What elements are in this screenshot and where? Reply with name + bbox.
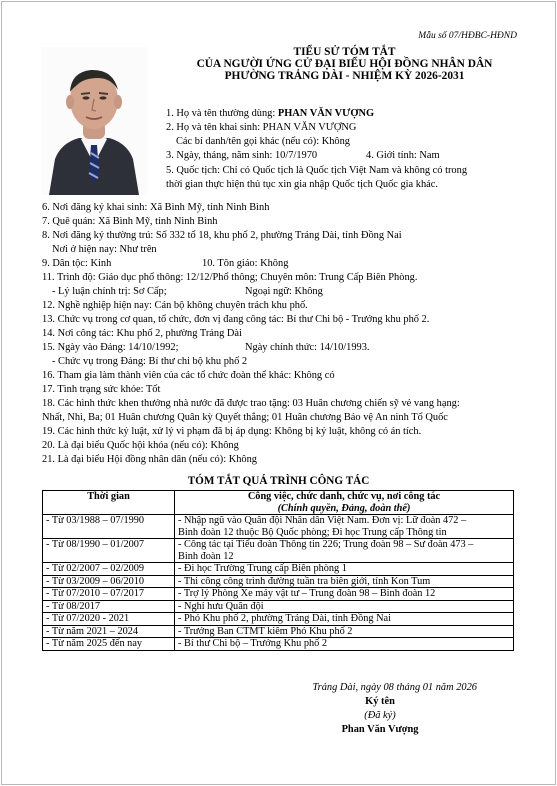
item-foreign-language: Ngoại ngữ: Không [245,286,323,297]
work-description-line: Binh đoàn 12 thuộc Bộ Quốc phòng; Đi học Trung cấp Thông tin [178,526,447,538]
item-birth-registration: 6. Nơi đăng ký khai sinh: Xã Bình Mỹ, tỉnh Ninh Bình [42,202,270,213]
signer-name: Phan Văn Vượng [341,724,419,735]
item-current-residence: Nơi ở hiện nay: Như trên [52,244,157,255]
document-subtitle-ward: PHƯỜNG TRẢNG DÀI - NHIỆM KỲ 2026-2031 [224,70,465,82]
job-column-header-title: Công việc, chức danh, chức vụ, nơi công tác [247,491,441,502]
work-description [175,638,514,651]
work-history-row [43,613,514,626]
item-occupation: 12. Nghề nghiệp hiện nay: Cán bộ không chuyên trách khu phố. [42,300,308,311]
work-period: - Từ năm 2021 – 2024 [43,625,175,638]
work-description-line: - Nhập ngũ vào Quân đội Nhân dân Việt Nam. Đơn vị: Lữ đoàn 472 – [178,515,467,526]
work-description-line: - Phó Khu phố 2, phường Trảng Dài, tỉnh Đồng Nai [178,613,391,624]
work-history-table [42,490,514,651]
item-hometown: 7. Quê quán: Xã Bình Mỹ, tỉnh Ninh Bình [42,216,218,227]
work-history-title: TÓM TẮT QUÁ TRÌNH CÔNG TÁC [187,475,370,487]
item-party-admission-date: 15. Ngày vào Đảng: 14/10/1992; [42,342,179,353]
work-description [175,600,514,613]
work-history-row [43,588,514,601]
work-description [175,515,514,539]
candidate-name: PHAN VĂN VƯỢNG [277,108,375,119]
item-religion: 10. Tôn giáo: Không [202,258,289,269]
item-organizations: 16. Tham gia làm thành viên của các tổ chức đoàn thể khác: Không có [42,370,335,381]
signature-place-date: Trảng Dài, ngày 08 tháng 01 năm 2026 [312,682,477,693]
time-column-header: Thời gian [43,491,175,515]
document-subtitle: CỦA NGƯỜI ỨNG CỬ ĐẠI BIỂU HỘI ĐỒNG NHÂN DÂN [196,58,493,70]
work-period: - Từ 07/2010 – 07/2017 [43,588,175,601]
item-aliases: Các bí danh/tên gọi khác (nếu có): Không [176,136,350,147]
signature-label: Ký tên [365,696,395,707]
item-birth-date: 3. Ngày, tháng, năm sinh: 10/7/1970 [166,150,318,161]
work-period: - Từ năm 2025 đến nay [43,638,175,651]
item-nationality-continued: thời gian thực hiện thủ tục xin gia nhập Quốc tịch Quốc gia khác. [166,179,438,190]
item-nationality: 5. Quốc tịch: Chỉ có Quốc tịch là Quốc tịch Việt Nam và không có trong [166,165,468,176]
work-description-line: - Bí thư Chi bộ – Trưởng Khu phố 2 [178,638,328,649]
work-description-line: - Thi công công trình đường tuần tra biên giới, tỉnh Kon Tum [178,575,431,587]
work-period: - Từ 03/2009 – 06/2010 [43,575,175,588]
document-title: TIỂU SỬ TÓM TẮT [293,46,396,58]
work-period: - Từ 07/2020 - 2021 [43,613,175,626]
work-description [175,575,514,588]
work-description [175,588,514,601]
item-health: 17. Tình trạng sức khỏe: Tốt [42,384,161,395]
item-party-position: - Chức vụ trong Đảng: Bí thư chi bộ khu phố 2 [52,356,248,367]
work-description [175,539,514,563]
item-common-name-label: 1. Họ và tên thường dùng: [166,108,278,119]
work-description-line: Binh đoàn 12 [178,550,234,562]
item-common-name [166,108,374,120]
work-period: - Từ 03/1988 – 07/1990 [43,515,175,539]
job-column-header-subtitle: (Chính quyền, Đảng, đoàn thể) [277,502,411,514]
work-period: - Từ 08/1990 – 01/2007 [43,539,175,563]
item-people-council: 21. Là đại biểu Hội đồng nhân dân (nếu có): Không [42,454,257,465]
work-history-row [43,539,514,563]
work-history-row [43,625,514,638]
work-history-row [43,638,514,651]
item-national-assembly: 20. Là đại biểu Quốc hội khóa (nếu có): Không [42,440,239,451]
item-current-position: 13. Chức vụ trong cơ quan, tổ chức, đơn vị đang công tác: Bí thư Chi bộ - Trưởng khu phố 2. [42,314,430,325]
item-permanent-address: 8. Nơi đăng ký thường trú: Số 332 tổ 18, khu phố 2, phường Trảng Dài, tỉnh Đồng Nai [42,230,402,241]
item-workplace: 14. Nơi công tác: Khu phố 2, phường Trảng Dài [42,328,242,339]
work-history-header-row [43,491,514,515]
item-party-official-date: Ngày chính thức: 14/10/1993. [245,342,370,353]
job-column-header [175,491,514,515]
work-period: - Từ 02/2007 – 02/2009 [43,563,175,576]
work-period: - Từ 08/2017 [43,600,175,613]
item-political-theory: - Lý luận chính trị: Sơ Cấp; [52,286,167,297]
work-history-rows [43,515,514,651]
work-history-row [43,563,514,576]
work-description-line: - Công tác tại Tiểu đoàn Thông tin 226; Trung đoàn 98 – Sư đoàn 473 – [178,539,474,550]
form-number: Mẫu số 07/HĐBC-HĐND [418,31,517,41]
item-disciplinary-record: 19. Các hình thức kỷ luật, xử lý vi phạm đã bị áp dụng: Không bị kỷ luật, không có án tích. [42,426,422,437]
work-description [175,563,514,576]
item-ethnicity: 9. Dân tộc: Kinh [42,258,112,269]
item-awards: 18. Các hình thức khen thưởng nhà nước đã được trao tặng: 03 Huân chương chiến sỹ vẻ vang hạng: [42,398,460,409]
item-gender: 4. Giới tính: Nam [366,150,440,161]
item-education: 11. Trình độ: Giáo dục phổ thông: 12/12/Phổ thông; Chuyên môn: Trung Cấp Biên Phòng. [42,272,418,283]
work-description-line: - Nghỉ hưu Quân đội [178,600,264,612]
work-description-line: - Đi học Trường Trung cấp Biên phòng 1 [178,563,347,574]
work-history-row [43,600,514,613]
work-description-line: - Trợ lý Phòng Xe máy vật tư – Trung đoàn 98 – Binh đoàn 12 [178,588,436,599]
item-awards-continued: Nhất, Nhì, Ba; 01 Huân chương Quân kỳ Quyết thắng; 01 Huân chương Bảo vệ An ninh Tổ Quốc [42,412,448,423]
candidate-portrait [41,47,147,195]
work-description [175,625,514,638]
item-birth-name: 2. Họ và tên khai sinh: PHAN VĂN VƯỢNG [166,122,357,133]
work-history-row [43,515,514,539]
work-description-line: - Trưởng Ban CTMT kiêm Phó Khu phố 2 [178,625,353,637]
work-history-row [43,575,514,588]
work-description [175,613,514,626]
signed-note: (Đã ký) [364,710,396,721]
